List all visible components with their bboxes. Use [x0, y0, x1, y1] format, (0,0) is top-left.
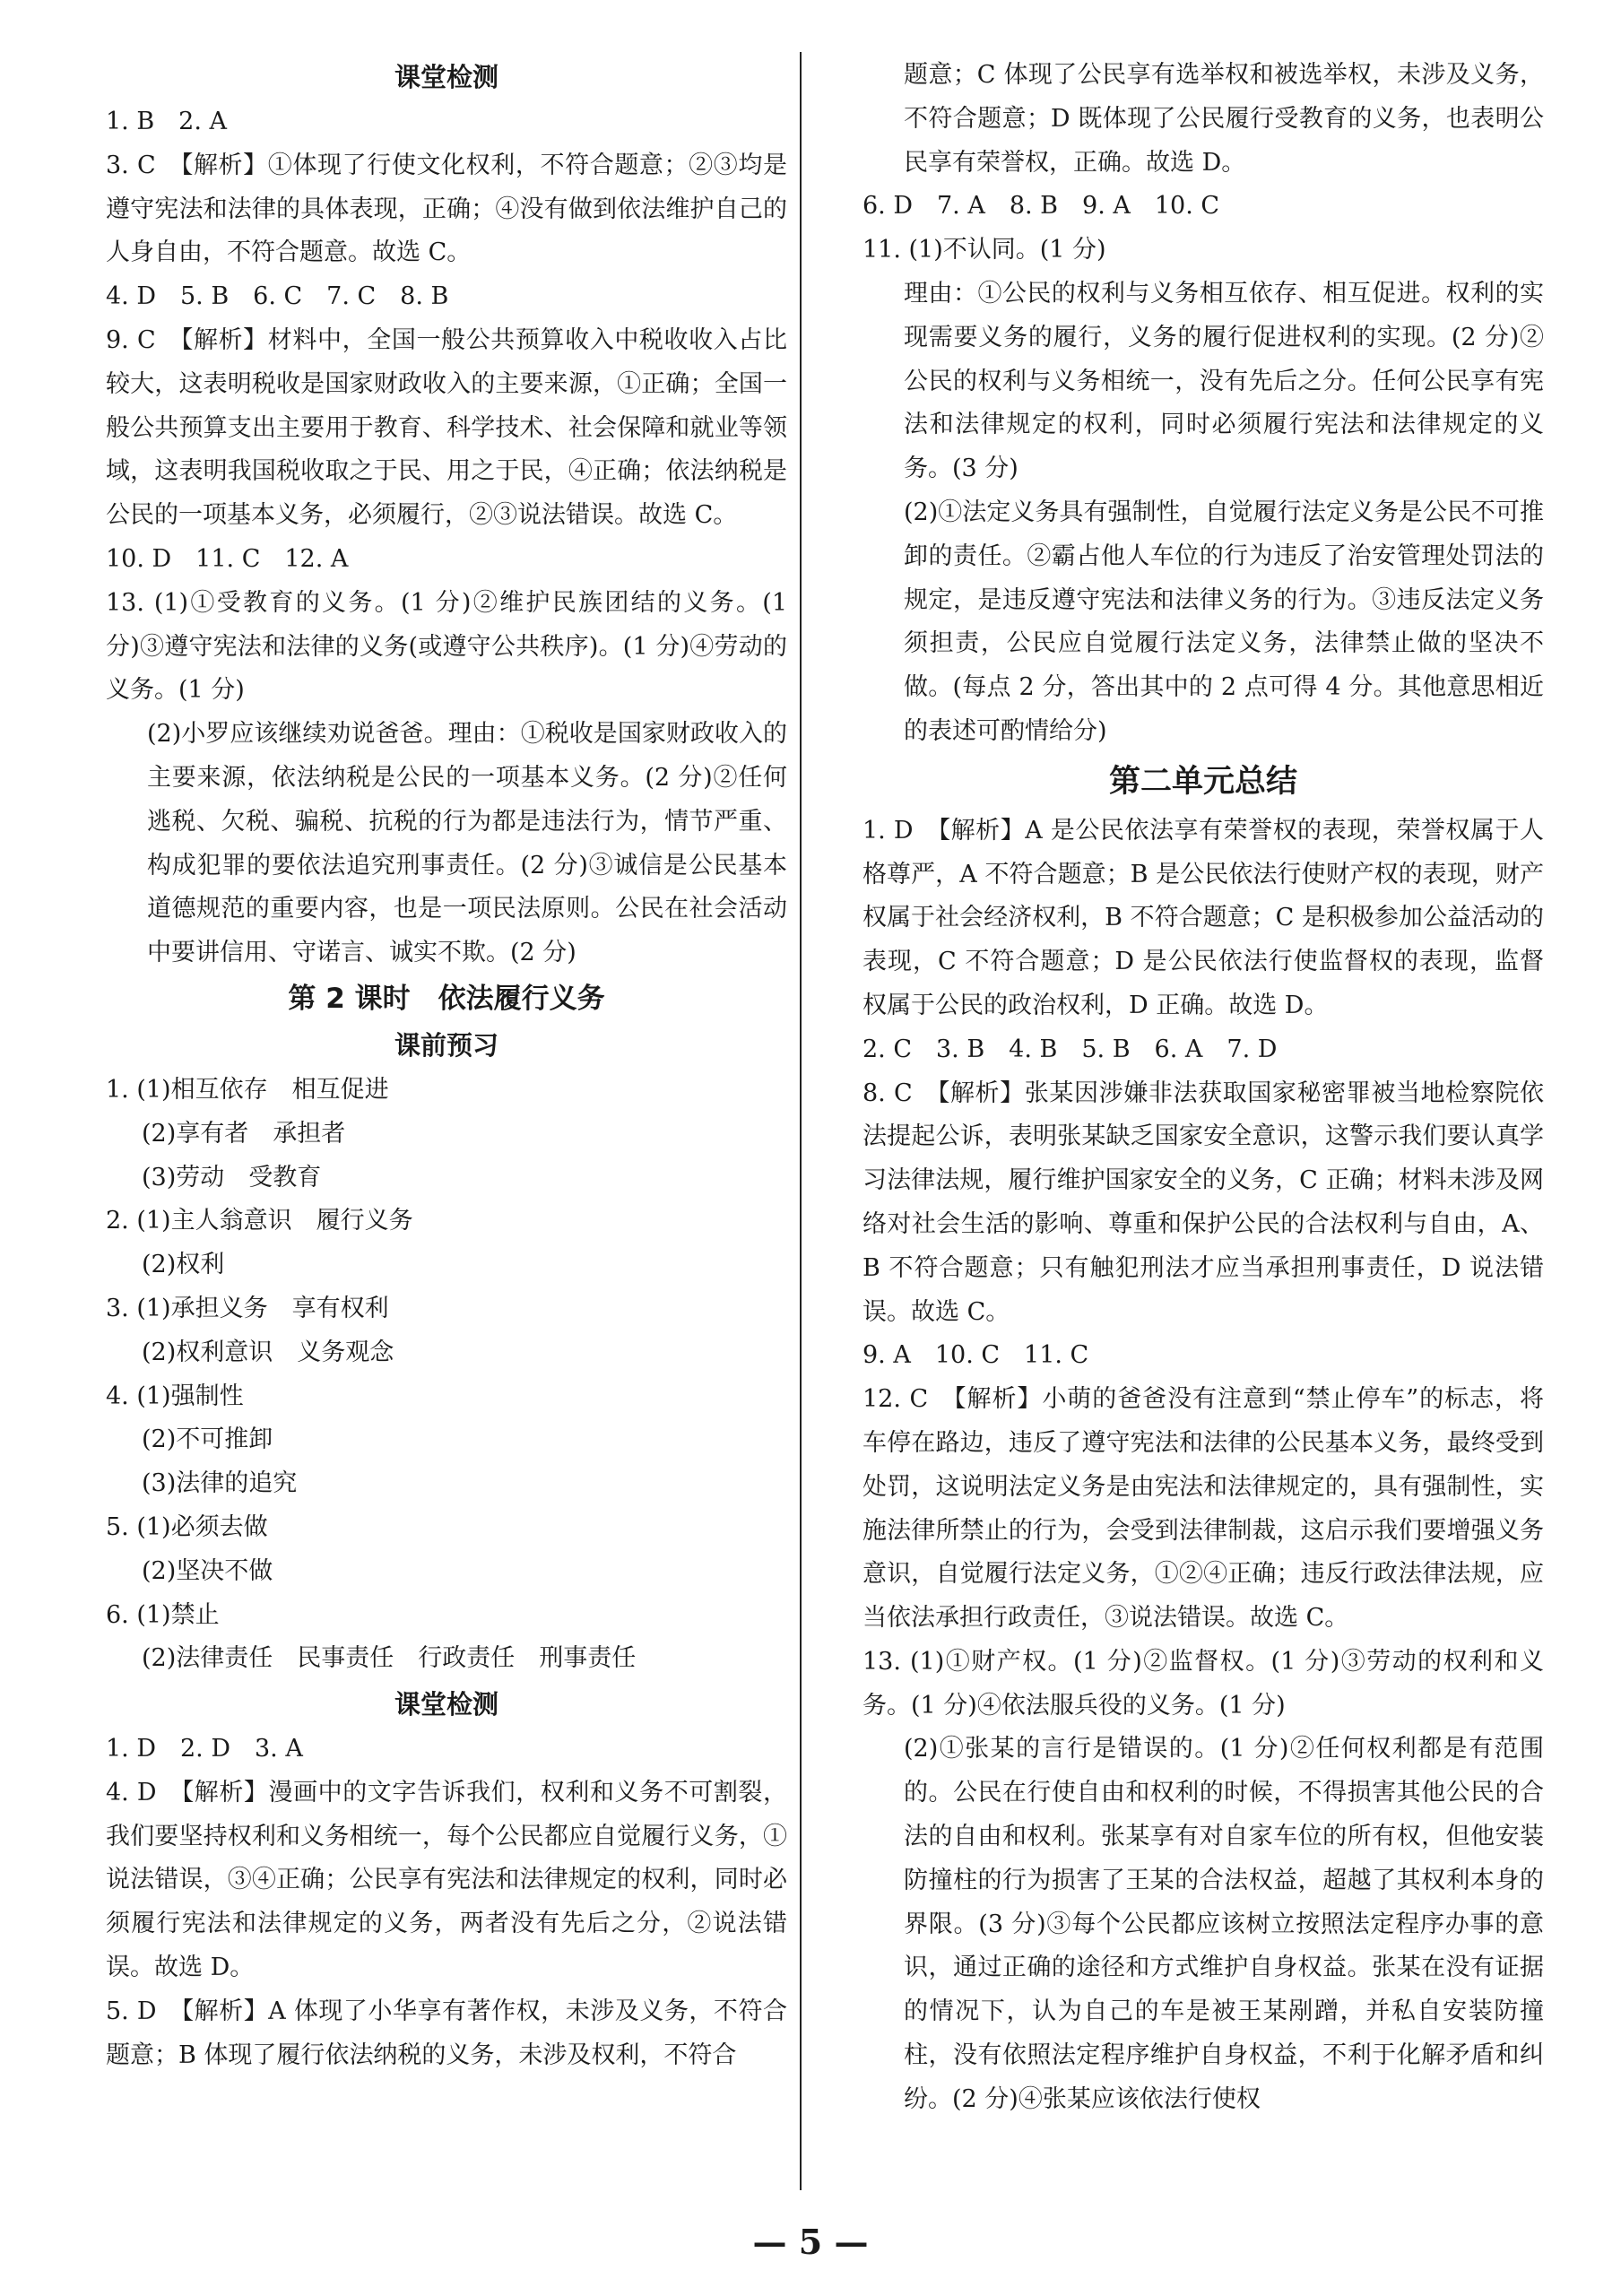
unit-summary-title: 第二单元总结	[1108, 763, 1297, 800]
answer-line: 3. C 【解析】①体现了行使文化权利，不符合题意；②③均是遵守宪法和法律的具体表现，正确；④没有做到依法维护自己的人身自由，不符合题意。故选 C。	[106, 151, 787, 267]
list-item: (2)权利意识 义务观念	[142, 1338, 394, 1366]
page-number: — 5 —	[752, 2222, 869, 2262]
answer-line: (2)小罗应该继续劝说爸爸。理由：①税收是国家财政收入的主要来源，依法纳税是公民的一项基本义务。(2 分)②任何逃税、欠税、骗税、抗税的行为都是违法行为，情节严重、构成犯罪的要依法追究刑事责任。(2 分)③诚信是公民基本道德规范的重要内容，也是一项民法原则。公民在社会活动中要讲信用、守诺言、诚实不欺。(2 分)	[147, 720, 787, 967]
answer-line: 11. (1)不认同。(1 分)	[863, 236, 1106, 264]
section-heading: 课堂检测	[394, 1689, 498, 1720]
list-item: 3. (1)承担义务 享有权利	[106, 1294, 389, 1322]
list-item: (2)不可推卸	[142, 1425, 273, 1454]
answer-line: 1. D 2. D 3. A	[106, 1735, 303, 1763]
list-item: (3)劳动 受教育	[142, 1163, 322, 1191]
list-item: (2)法律责任 民事责任 行政责任 刑事责任	[142, 1644, 637, 1673]
answer-line: 题意；C 体现了公民享有选举权和被选举权，未涉及义务，不符合题意；D 既体现了公民履行受教育的义务，也表明公民享有荣誉权，正确。故选 D。	[904, 61, 1544, 177]
section-heading: 课前预习	[394, 1029, 498, 1061]
answer-line: 2. C 3. B 4. B 5. B 6. A 7. D	[863, 1035, 1278, 1063]
right-column	[863, 54, 1544, 2122]
answer-line: 理由：①公民的权利与义务相互依存、相互促进。权利的实现需要义务的履行，义务的履行促进权利的实现。(2 分)②公民的权利与义务相统一，没有先后之分。任何公民享有宪法和法律规定的权利，同时必须履行宪法和法律规定的义务。(3 分)	[904, 279, 1544, 483]
answer-line: 9. A 10. C 11. C	[863, 1341, 1089, 1370]
answer-line: 12. C 【解析】小萌的爸爸没有注意到“禁止停车”的标志，将车停在路边，违反了遵守宪法和法律的公民基本义务，最终受到处罚，这说明法定义务是由宪法和法律规定的，具有强制性，实施法律所禁止的行为，会受到法律制裁，这启示我们要增强义务意识，自觉履行法定义务，①②④正确；违反行政法律法规，应当依法承担行政责任，③说法错误。故选 C。	[863, 1385, 1544, 1633]
answer-line: 1. B 2. A	[106, 108, 228, 135]
answer-line: 13. (1)①受教育的义务。(1 分)②维护民族团结的义务。(1 分)③遵守宪法和法律的义务(或遵守公共秩序)。(1 分)④劳动的义务。(1 分)	[106, 588, 787, 705]
answer-line: 4. D 5. B 6. C 7. C 8. B	[106, 282, 449, 311]
section-heading: 课堂检测	[394, 62, 498, 92]
answer-line: (2)①张某的言行是错误的。(1 分)②任何权利都是有范围的。公民在行使自由和权利的时候，不得损害其他公民的合法的自由和权利。张某享有对自家车位的所有权，但他安装防撞柱的行为损害了王某的合法权益，超越了其权利本身的界限。(3 分)③每个公民都应该树立按照法定程序办事的意识，通过正确的途径和方式维护自身权益。张某在没有证据的情况下，认为自己的车是被王某剐蹭，并私自安装防撞柱，没有依照法定程序维护自身权益，不利于化解矛盾和纠纷。(2 分)④张某应该依法行使权	[904, 1735, 1544, 2113]
answer-line: 6. D 7. A 8. B 9. A 10. C	[863, 192, 1220, 221]
list-item: (2)享有者 承担者	[142, 1119, 346, 1148]
answer-line: 1. D 【解析】A 是公民依法享有荣誉权的表现，荣誉权属于人格尊严，A 不符合题意；B 是公民依法行使财产权的表现，财产权属于社会经济权利，B 不符合题意；C 是积极参加公益活动的表现，C 不符合题意；D 是公民依法行使监督权的表现，监督权属于公民的政治权利，D 正确。故选 D。	[863, 816, 1544, 1019]
list-item: (3)法律的追究	[142, 1469, 298, 1498]
answer-line: 5. D 【解析】A 体现了小华享有著作权，未涉及义务，不符合题意；B 体现了履行依法纳税的义务，未涉及权利，不符合	[106, 1997, 787, 2069]
list-item: 1. (1)相互依存 相互促进	[106, 1075, 389, 1104]
answer-line: 4. D 【解析】漫画中的文字告诉我们，权利和义务不可割裂，我们要坚持权利和义务相统一，每个公民都应自觉履行义务，①说法错误，③④正确；公民享有宪法和法律规定的权利，同时必须履行宪法和法律规定的义务，两者没有先后之分，②说法错误。故选 D。	[106, 1778, 787, 1982]
list-item: 2. (1)主人翁意识 履行义务	[106, 1207, 413, 1235]
list-item: (2)权利	[142, 1251, 225, 1279]
answer-line: (2)①法定义务具有强制性，自觉履行法定义务是公民不可推卸的责任。②霸占他人车位的行为违反了治安管理处罚法的规定，是违反遵守宪法和法律义务的行为。③违反法定义务须担责，公民应自觉履行法定义务，法律禁止做的坚决不做。(每点 2 分，答出其中的 2 点可得 4 分。其他意思相近的表述可酌情给分)	[904, 498, 1544, 745]
lesson-title: 第 2 课时 依法履行义务	[288, 982, 605, 1015]
list-item: 6. (1)禁止	[106, 1600, 220, 1629]
answer-line: 8. C 【解析】张某因涉嫌非法获取国家秘密罪被当地检察院依法提起公诉，表明张某缺乏国家安全意识，这警示我们要认真学习法律法规，履行维护国家安全的义务，C 正确；材料未涉及网络对社会生活的影响、尊重和保护公民的合法权利与自由，A、B 不符合题意；只有触犯刑法才应当承担刑事责任，D 说法错误。故选 C。	[863, 1079, 1544, 1326]
answer-line: 9. C 【解析】材料中，全国一般公共预算收入中税收收入占比较大，这表明税收是国家财政收入的主要来源，①正确；全国一般公共预算支出主要用于教育、科学技术、社会保障和就业等领域，这表明我国税收取之于民、用之于民，④正确；依法纳税是公民的一项基本义务，必须履行，②③说法错误。故选 C。	[106, 325, 787, 530]
left-column	[106, 54, 787, 2077]
list-item: 4. (1)强制性	[106, 1382, 244, 1410]
answer-line: 10. D 11. C 12. A	[106, 544, 349, 573]
list-item: 5. (1)必须去做	[106, 1512, 268, 1541]
answer-line: 13. (1)①财产权。(1 分)②监督权。(1 分)③劳动的权利和义务。(1 分)④依法服兵役的义务。(1 分)	[863, 1647, 1544, 1720]
list-item: (2)坚决不做	[142, 1556, 273, 1585]
column-divider	[800, 52, 802, 2190]
